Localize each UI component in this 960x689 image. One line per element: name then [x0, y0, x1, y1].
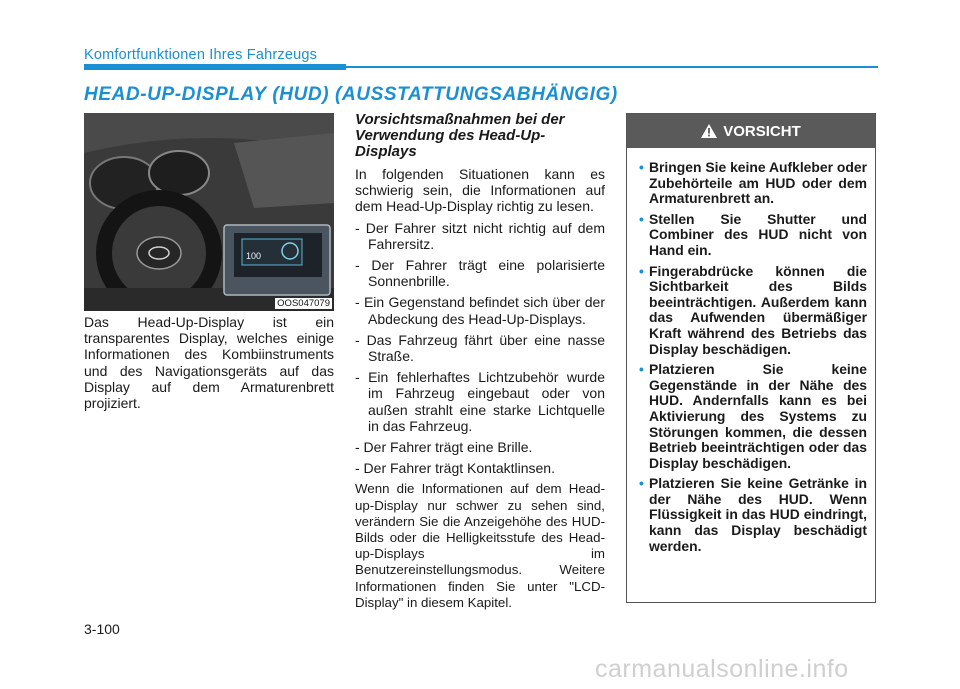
- bullet-icon: •: [639, 262, 644, 279]
- bullet-icon: •: [639, 210, 644, 227]
- warning-list: [627, 160, 875, 554]
- list-item: [639, 160, 867, 207]
- intro-paragraph: Das Head-Up-Display ist ein transparentes Display, welches einige Informationen des Kombiinstruments und des Navigationsgeräts auf das Display auf dem Armaturenbrett projiziert.: [84, 314, 334, 412]
- warning-item-text: Stellen Sie Shutter und Combiner des HUD nicht von Hand ein.: [649, 210, 867, 258]
- list-item: - Ein fehlerhaftes Lichtzubehör wurde im Fahrzeug eingebaut oder von außen strahlt eine starke Lichtquelle in das Fahrzeug.: [355, 369, 605, 434]
- warning-box: [626, 113, 876, 603]
- warning-item-text: Bringen Sie keine Aufkleber oder Zubehörteile am HUD oder dem Armaturenbrett an.: [649, 159, 867, 207]
- warning-item-text: Platzieren Sie keine Gegenstände in der Nähe des HUD. Andernfalls kann es bei Aktivierung des Systems zu Störungen kommen, die dessen Betrieb beeinträchtigen oder das Display beschädigen.: [649, 361, 867, 471]
- bullet-icon: •: [639, 361, 644, 378]
- list-item: - Der Fahrer trägt eine Brille.: [355, 439, 533, 456]
- list-item: [639, 264, 867, 358]
- warning-item-text: Platzieren Sie keine Getränke in der Nähe des HUD. Wenn Flüssigkeit in das HUD eindringt, kann das Display beschädigt werden.: [649, 475, 867, 554]
- page-number: 3-100: [84, 621, 120, 637]
- figure-code: OOS047079: [277, 298, 330, 309]
- bullet-icon: •: [639, 475, 644, 492]
- warning-header: [627, 114, 875, 148]
- precautions-closing: Wenn die Informationen auf dem Head-up-Display nur schwer zu sehen sind, verändern Sie die Anzeigehöhe des HUD-Bilds oder die Helligkeitsstufe des Head-up-Displays im Benutzereinstellungsmodus. Weitere Informationen finden Sie unter "LCD-Display" in diesem Kapitel.: [355, 481, 605, 610]
- warning-title: VORSICHT: [723, 122, 801, 140]
- bullet-icon: •: [639, 159, 644, 175]
- chapter-header-bar: [84, 64, 346, 70]
- list-item: - Das Fahrzeug fährt über eine nasse Straße.: [355, 331, 605, 365]
- hud-speed-text: 100: [246, 251, 262, 261]
- precautions-lead: In folgenden Situationen kann es schwierig sein, die Informationen auf dem Head-Up-Display richtig zu lesen.: [355, 166, 605, 215]
- precautions-column: [355, 112, 605, 616]
- list-item: [639, 476, 867, 554]
- chapter-header: Komfortfunktionen Ihres Fahrzeugs: [84, 47, 318, 63]
- list-item: - Der Fahrer sitzt nicht richtig auf dem Fahrersitz.: [355, 219, 605, 252]
- precautions-heading: Vorsichtsmaßnahmen bei der Verwendung des Head-Up-Displays: [355, 111, 565, 160]
- list-item: [639, 362, 867, 471]
- watermark: carmanualsonline.info: [595, 655, 849, 683]
- list-item: - Ein Gegenstand befindet sich über der Abdeckung des Head-Up-Displays.: [355, 294, 605, 327]
- warning-triangle-icon: [701, 124, 717, 138]
- list-item: [639, 212, 867, 259]
- list-item: - Der Fahrer trägt Kontaktlinsen.: [355, 460, 555, 477]
- dashboard-illustration: [84, 113, 334, 311]
- chapter-header-rule: [346, 66, 878, 68]
- warning-item-text: Fingerabdrücke können die Sichtbarkeit des Bilds beeinträchtigen. Außerdem kann das Aufwenden übermäßiger Kraft während des Betriebs das Display beschädigen.: [649, 262, 867, 357]
- section-title: HEAD-UP-DISPLAY (HUD) (AUSSTATTUNGSABHÄNGIG): [84, 84, 618, 105]
- hud-figure: [84, 113, 334, 311]
- precautions-list: [355, 220, 605, 477]
- list-item: - Der Fahrer trägt eine polarisierte Sonnenbrille.: [355, 257, 605, 290]
